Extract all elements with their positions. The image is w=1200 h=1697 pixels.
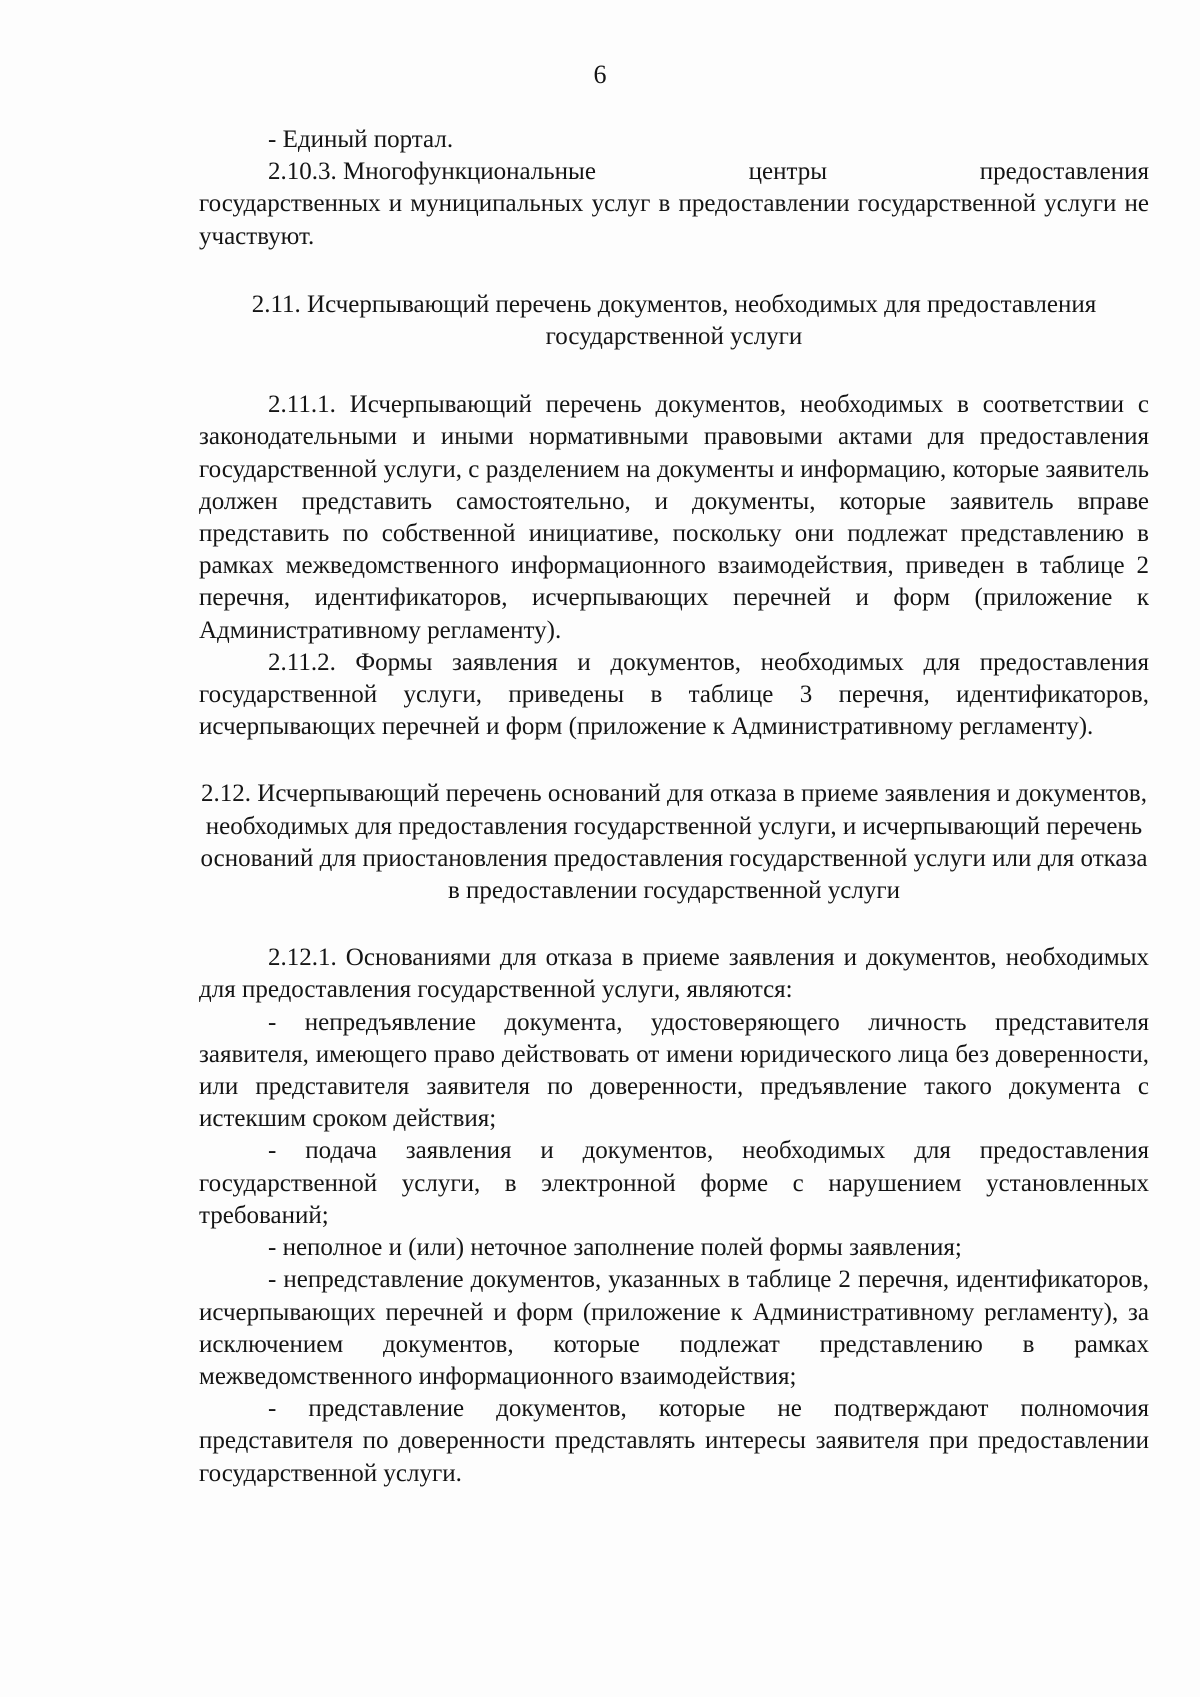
paragraph-2-10-3-part-3: предоставления [979, 158, 1149, 186]
portal-item: - Единый портал. [268, 126, 454, 153]
section-heading-2-12: 2.12. Исчерпывающий перечень оснований для отказа в приеме заявления и документов, необходимых для предоставления государственной услуги, и исчерпывающий перечень оснований для приостановления предоставления государственной услуги или для отказа в предоставлении государственной услуги [200, 780, 1148, 905]
section-heading-2-11: 2.11. Исчерпывающий перечень документов, необходимых для предоставления государственной услуги [251, 290, 1097, 351]
paragraph-2-10-3-part-1: 2.10.3. Многофункциональные [268, 158, 596, 186]
list-item-4: - непредставление документов, указанных в таблице 2 перечня, идентификаторов, исчерпывающих перечней и форм (приложение к Административному регламенту), за исключением документов, которые подлежат представлению в рамках межведомственного информационного взаимодействия; [199, 1266, 1149, 1390]
paragraph-2-12-1: 2.12.1. Основаниями для отказа в приеме заявления и документов, необходимых для предоставления государственной услуги, являются: [199, 944, 1149, 1004]
paragraph-2-11-2: 2.11.2. Формы заявления и документов, необходимых для предоставления государственной услуги, приведены в таблице 3 перечня, идентификаторов, исчерпывающих перечней и форм (приложение к Административному регламенту). [199, 648, 1149, 741]
paragraph-2-10-3-part-2: центры [748, 158, 828, 186]
list-item-3: - неполное и (или) неточное заполнение полей формы заявления; [268, 1234, 962, 1262]
list-item-5: - представление документов, которые не подтверждают полномочия представителя по доверенности представлять интересы заявителя при предоставлении государственной услуги. [199, 1395, 1149, 1487]
list-item-1: - непредъявление документа, удостоверяющего личность представителя заявителя, имеющего право действовать от имени юридического лица без доверенности, или представителя заявителя по доверенности, предъявление такого документа с истекшим сроком действия; [199, 1008, 1149, 1133]
paragraph-2-10-3-rest: государственных и муниципальных услуг в предоставлении государственной услуги не участвуют. [199, 190, 1149, 250]
page-number: 6 [593, 60, 607, 89]
document-body [199, 124, 1149, 1490]
paragraph-2-10-3-first-line [199, 156, 1149, 188]
list-item-2: - подача заявления и документов, необходимых для предоставления государственной услуги, в электронной форме с нарушением установленных требований; [199, 1137, 1149, 1229]
paragraph-2-11-1: 2.11.1. Исчерпывающий перечень документов, необходимых в соответствии с законодательными и иными нормативными правовыми актами для предоставления государственной услуги, с разделением на документы и информацию, которые заявитель должен представить самостоятельно, и документы, которые заявитель вправе представить по собственной инициативе, поскольку они подлежат представлению в рамках межведомственного информационного взаимодействия, приведен в таблице 2 перечня, идентификаторов, исчерпывающих перечней и форм (приложение к Административному регламенту). [199, 391, 1149, 644]
